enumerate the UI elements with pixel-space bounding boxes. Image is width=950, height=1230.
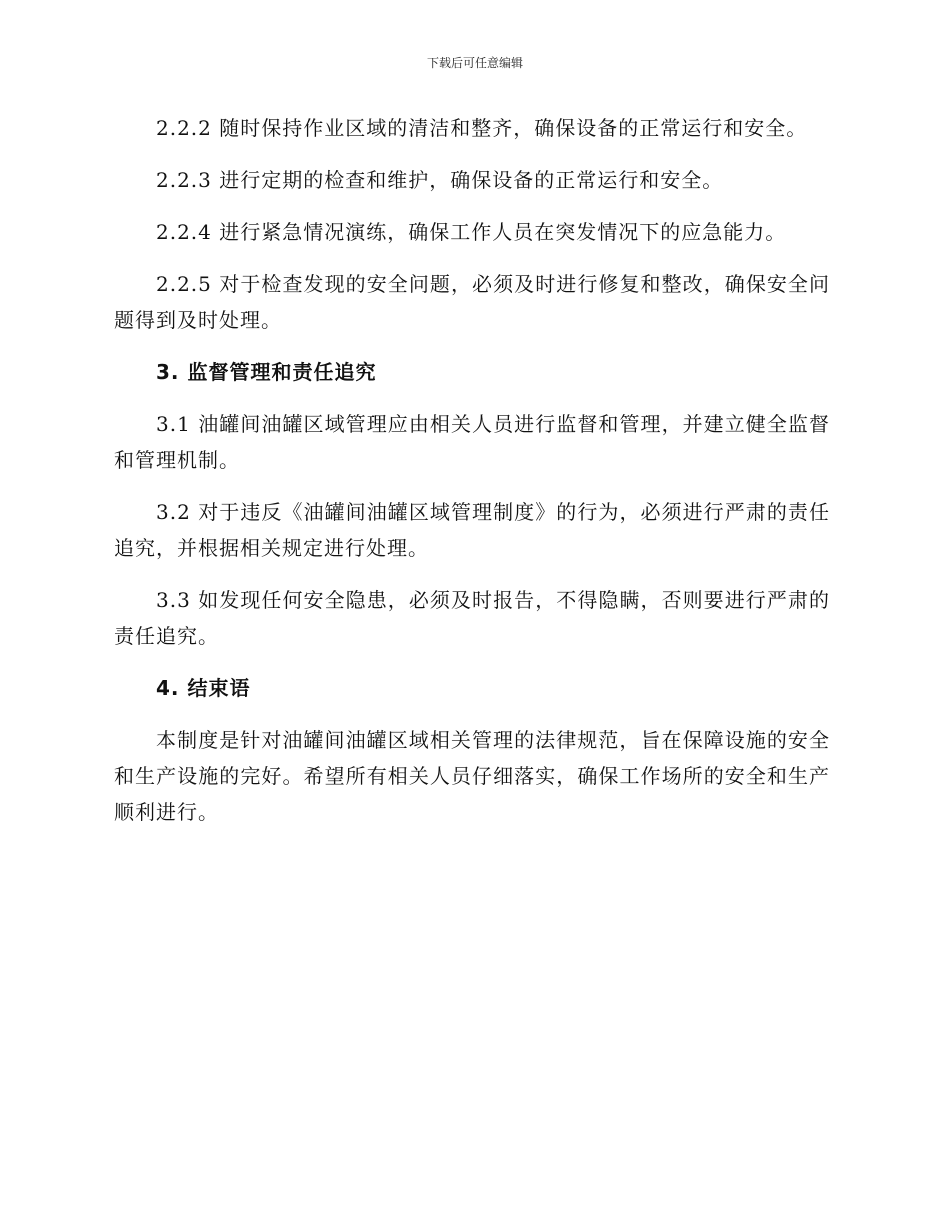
paragraph-3-3: 3.3 如发现任何安全隐患，必须及时报告，不得隐瞒，否则要进行严肃的责任追究。 xyxy=(114,588,830,648)
section-heading-3: 3. 监督管理和责任追究 xyxy=(156,360,377,384)
document-body xyxy=(114,110,830,846)
paragraph-conclusion: 本制度是针对油罐间油罐区域相关管理的法律规范，旨在保障设施的安全和生产设施的完好。希望所有相关人员仔细落实，确保工作场所的安全和生产顺利进行。 xyxy=(114,728,830,824)
paragraph-3-2: 3.2 对于违反《油罐间油罐区域管理制度》的行为，必须进行严肃的责任追究，并根据相关规定进行处理。 xyxy=(114,500,830,560)
paragraph-2-2-4: 2.2.4 进行紧急情况演练，确保工作人员在突发情况下的应急能力。 xyxy=(156,220,787,244)
page-header: 下载后可任意编辑 xyxy=(426,56,523,70)
paragraph-3-1: 3.1 油罐间油罐区域管理应由相关人员进行监督和管理，并建立健全监督和管理机制。 xyxy=(114,412,830,472)
paragraph-2-2-3: 2.2.3 进行定期的检查和维护，确保设备的正常运行和安全。 xyxy=(156,168,724,192)
paragraph-2-2-2: 2.2.2 随时保持作业区域的清洁和整齐，确保设备的正常运行和安全。 xyxy=(156,116,808,140)
paragraph-2-2-5: 2.2.5 对于检查发现的安全问题，必须及时进行修复和整改，确保安全问题得到及时处理。 xyxy=(114,272,830,332)
section-heading-4: 4. 结束语 xyxy=(156,676,251,700)
